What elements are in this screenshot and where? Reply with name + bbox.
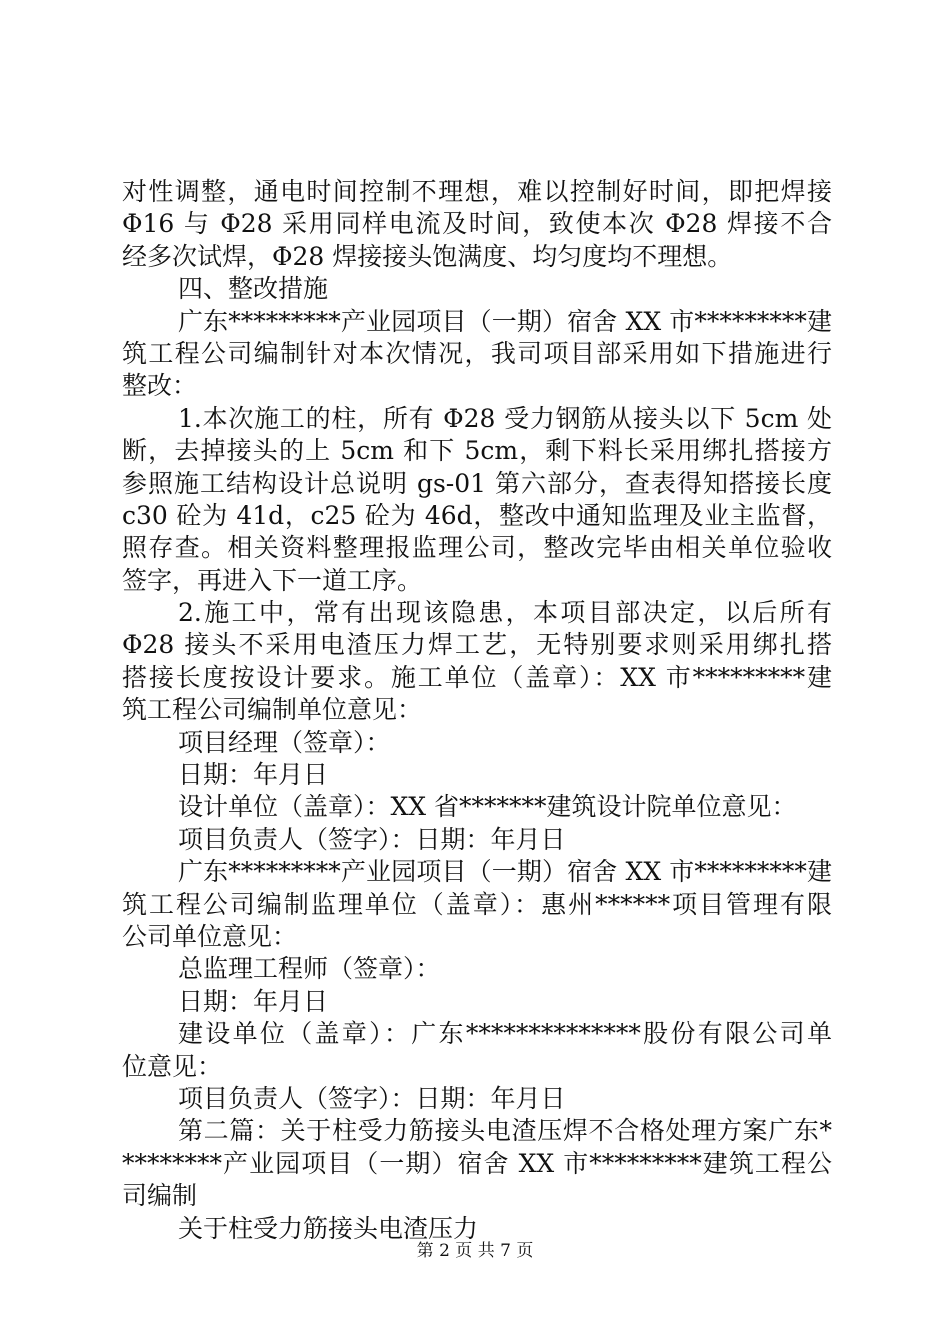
date-line: 日期：年月日 [178, 986, 329, 1016]
text-line: 设计单位（盖章）：XX 省*******建筑设计院单位意见： [178, 792, 797, 822]
text-line: 对性调整，通电时间控制不理想，难以控制好时间，即把焊接 [122, 177, 832, 206]
text-line: Φ16 与 Φ28 采用同样电流及时间，致使本次 Φ28 焊接不合 [122, 209, 832, 239]
signature-line: 项目负责人（签字）：日期：年月日 [178, 824, 566, 854]
text-line: 参照施工结构设计总说明 gs-01 第六部分，查表得知搭接长度 [122, 468, 832, 498]
signature-line: 项目负责人（签字）：日期：年月日 [178, 1083, 566, 1113]
text-line: 断，去掉接头的上 5cm 和下 5cm，剩下料长采用绑扎搭接方 [122, 436, 832, 466]
text-line: 广东*********产业园项目（一期）宿舍 XX 市*********建 [178, 857, 832, 887]
text-line: 公司单位意见： [122, 921, 298, 951]
text-line: 筑工程公司编制监理单位（盖章）：惠州******项目管理有限 [122, 889, 832, 919]
text-line: 位意见： [122, 1051, 223, 1081]
document-body [122, 176, 832, 1245]
text-line: ********产业园项目（一期）宿舍 XX 市*********建筑工程公 [122, 1148, 832, 1178]
signature-line: 总监理工程师（签章）： [178, 954, 441, 984]
text-line: 关于柱受力筋接头电渣压力 [178, 1213, 479, 1243]
text-line: 2.施工中，常有出现该隐患，本项目部决定，以后所有 [178, 598, 832, 628]
text-line: 签字，再进入下一道工序。 [122, 565, 423, 595]
text-line: 广东*********产业园项目（一期）宿舍 XX 市*********建 [178, 306, 832, 336]
text-line: Φ28 接头不采用电渣压力焊工艺，无特别要求则采用绑扎搭 [122, 630, 832, 660]
section-heading: 四、整改措施 [178, 274, 329, 304]
page-number-footer: 第 2 页 共 7 页 [416, 1241, 534, 1261]
text-line: 筑工程公司编制单位意见： [122, 695, 423, 725]
text-line: 照存查。相关资料整理报监理公司，整改完毕由相关单位验收 [122, 533, 832, 563]
date-line: 日期：年月日 [178, 760, 329, 790]
text-line: 第二篇：关于柱受力筋接头电渣压焊不合格处理方案广东* [178, 1116, 832, 1146]
text-line: 经多次试焊，Φ28 焊接接头饱满度、均匀度均不理想。 [122, 241, 733, 271]
text-line: c30 砼为 41d，c25 砼为 46d，整改中通知监理及业主监督， [122, 500, 832, 530]
text-line: 搭接长度按设计要求。施工单位（盖章）：XX 市*********建 [122, 662, 832, 692]
text-line: 建设单位（盖章）：广东**************股份有限公司单 [178, 1019, 832, 1049]
text-line: 筑工程公司编制针对本次情况，我司项目部采用如下措施进行 [122, 338, 832, 368]
text-line: 1.本次施工的柱，所有 Φ28 受力钢筋从接头以下 5cm 处 [178, 403, 832, 433]
signature-line: 项目经理（签章）： [178, 727, 391, 757]
text-line: 司编制 [122, 1181, 198, 1211]
text-line: 整改： [122, 371, 198, 401]
